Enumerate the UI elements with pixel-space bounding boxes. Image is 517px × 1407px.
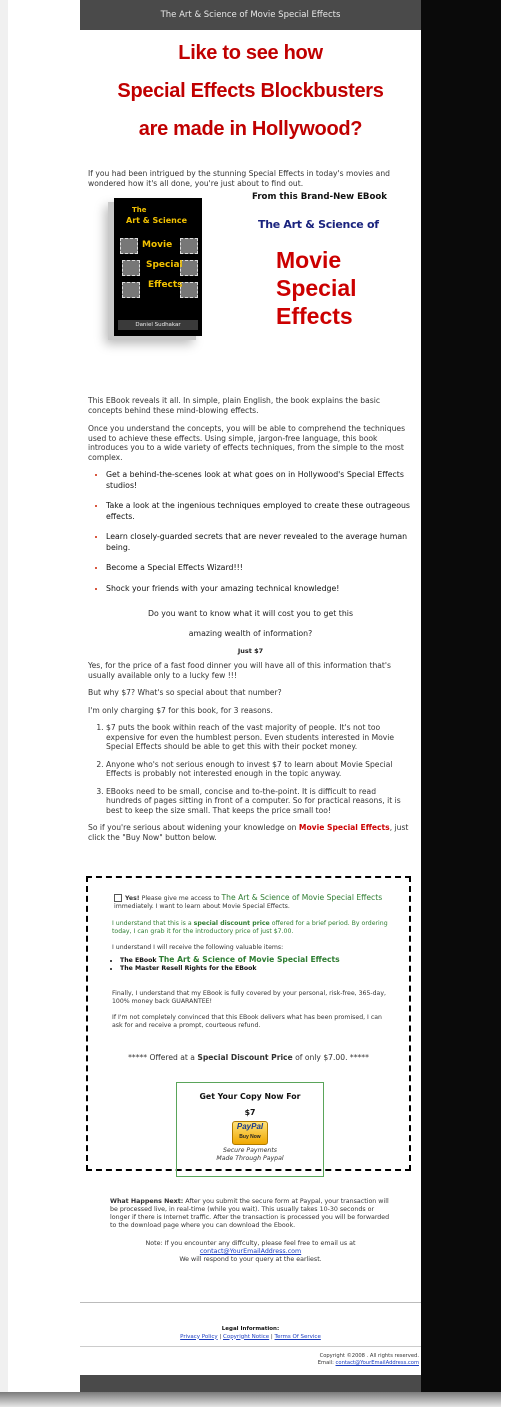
- receive-text: I understand I will receive the following valuable items:: [112, 944, 284, 951]
- film-frame-icon: [122, 260, 140, 276]
- cover-text: Art & Science: [126, 216, 188, 225]
- list-item-text: Shock your friends with your amazing technical knowledge!: [106, 583, 340, 593]
- list-item-text: Take a look at the ingenious techniques employed to create these outrageous effects.: [106, 501, 410, 521]
- page-shadow-left: [0, 0, 8, 1392]
- payment-box-price: $7: [244, 1108, 256, 1117]
- film-frame-icon: [180, 238, 198, 254]
- list-item: [120, 956, 390, 965]
- offer-text: of only $7.00. *****: [292, 1053, 369, 1062]
- film-frame-icon: [120, 238, 138, 254]
- body-paragraph: This EBook reveals it all. In simple, plain English, the book explains the basic concepts behind these mind-blowing effects.: [88, 396, 380, 415]
- window-title: The Art & Science of Movie Special Effects: [80, 0, 421, 30]
- reasons-list: [80, 723, 421, 815]
- cover-text: The: [132, 206, 147, 214]
- ebook-title-line: Movie: [276, 247, 342, 273]
- yes-label: Yes!: [125, 895, 140, 902]
- cta-text: So if you're serious about widening your knowledge on: [88, 823, 299, 832]
- list-item: [106, 501, 421, 522]
- book-section: [80, 188, 421, 380]
- copyright-notice-link[interactable]: Copyright Notice: [222, 1333, 270, 1340]
- paypal-logo-text: PayPal: [236, 1122, 264, 1131]
- ebook-title-line: Special: [276, 275, 357, 301]
- email-label: Email:: [317, 1360, 336, 1366]
- price-paragraph: I'm only charging $7 for this book, for 3 reasons.: [88, 705, 273, 715]
- film-frame-icon: [122, 282, 140, 298]
- copyright-text: Copyright ©2008 . All rights reserved.: [319, 1353, 419, 1359]
- price-question-2: amazing wealth of information?: [188, 629, 313, 638]
- note-text: Note: If you encounter any diffculty, please feel free to email us at: [145, 1240, 356, 1247]
- list-item-text: Become a Special Effects Wizard!!!: [106, 563, 243, 572]
- ebook-cover-image: [114, 198, 202, 336]
- item-prefix: The EBook: [120, 957, 159, 964]
- order-yes-line: [114, 894, 384, 911]
- bottom-bar: [80, 1375, 421, 1392]
- from-label: From this Brand-New EBook: [252, 192, 388, 202]
- guarantee-text: Finally, I understand that my EBook is fully covered by your personal, risk-free, 365-day, 100% money back GUARANTEE!: [112, 990, 386, 1005]
- cover-text: Effects: [148, 280, 183, 290]
- cta-highlight: Movie Special Effects: [298, 823, 390, 832]
- secure-text-2: Made Through Paypal: [216, 1155, 284, 1162]
- discount-text-part: I understand that this is a: [112, 920, 194, 927]
- list-item: [106, 470, 421, 491]
- just-price: Just $7: [237, 647, 264, 655]
- headline-line-1: Like to see how: [178, 42, 323, 64]
- refund-text: If I'm not completely convinced that this EBook delivers what has been promised, I can ask for and receive a prompt, courteous refund.: [112, 1014, 382, 1029]
- checkbox[interactable]: [114, 894, 122, 902]
- order-box: [86, 876, 411, 1171]
- what-happens-next: [80, 1198, 421, 1230]
- film-frame-icon: [180, 282, 198, 298]
- contact-note: [80, 1240, 421, 1264]
- benefits-list: [80, 470, 421, 594]
- cover-text: Movie: [142, 240, 173, 250]
- offer-text: ***** Offered at a: [128, 1053, 198, 1062]
- divider: [80, 1346, 421, 1347]
- yes-text: immediately. I want to learn about Movie Special Effects.: [114, 903, 290, 910]
- list-item-text: Get a behind-the-scenes look at what goes on in Hollywood's Special Effects studios!: [106, 470, 404, 490]
- headline: [80, 34, 421, 148]
- respond-text: We will respond to your query at the earliest.: [179, 1256, 322, 1263]
- price-question-1: Do you want to know what it will cost you to get this: [147, 609, 354, 618]
- list-item: 2. Anyone who's not serious enough to invest $7 to learn about Movie Special Effects is probably not interested enough in the topic anyway.: [106, 760, 411, 779]
- cta-text: , just click the "Buy Now" button below.: [88, 823, 409, 842]
- paypal-buy-now-button[interactable]: [232, 1121, 268, 1145]
- divider: [80, 1302, 421, 1303]
- yes-text: Please give me access to: [139, 895, 222, 902]
- ebook-title-line: Effects: [276, 303, 353, 329]
- separator: |: [269, 1333, 275, 1340]
- list-item-text: Learn closely-guarded secrets that are never revealed to the average human being.: [106, 532, 408, 552]
- footer-email-link[interactable]: contact@YourEmailAddress.com: [335, 1360, 419, 1366]
- body-paragraph: Once you understand the concepts, you will be able to comprehend the techniques used to achieve these effects. Using simple, jargon-free language, this book introduces you to a wide variety of effects techniques, from the simple to the most complex.: [88, 424, 406, 462]
- sales-page: [80, 0, 421, 1392]
- page-shadow-bottom: [0, 1392, 501, 1407]
- payment-box-title: Get Your Copy Now For: [199, 1092, 301, 1101]
- next-text: After you submit the secure form at Paypal, your transaction will be processed live, in real-time (while you wait). This usually takes 10-30 seconds or longer if there is Internet traffic. After the transaction is processed you will be forwarded to the download page where you can download the Ebook.: [110, 1198, 390, 1229]
- list-item: [106, 584, 421, 595]
- items-list: [108, 956, 390, 973]
- offer-line: [88, 1054, 409, 1062]
- list-item: • The Master Resell Rights for the EBook: [120, 965, 390, 973]
- headline-line-2: Special Effects Blockbusters: [117, 80, 384, 102]
- discount-text: [112, 920, 388, 936]
- product-name: The Art & Science of Movie Special Effects: [221, 893, 383, 902]
- item-title: The Art & Science of Movie Special Effects: [158, 955, 340, 964]
- paypal-sub-text: Buy Now: [239, 1134, 261, 1140]
- film-frame-icon: [180, 260, 198, 276]
- discount-bold: special discount price: [193, 920, 270, 927]
- intro-paragraph: If you had been intrigued by the stunning Special Effects in today's movies and wondered how it's all done, you're just about to find out.: [88, 169, 390, 188]
- email-link[interactable]: contact@YourEmailAddress.com: [199, 1248, 302, 1255]
- secure-text-1: Secure Payments: [223, 1147, 277, 1154]
- offer-bold: Special Discount Price: [197, 1053, 293, 1062]
- list-item: 3. EBooks need to be small, concise and to-the-point. It is difficult to read hundreds of pages sitting in front of a computer. So for practical reasons, it is best to keep the size small. That keeps the price small too!: [106, 787, 411, 816]
- list-item: [106, 563, 421, 574]
- payment-box: [176, 1082, 324, 1177]
- discount-text-part: offered for a brief period. By ordering today, I can grab it for the introductory price of just $7.00.: [112, 920, 388, 935]
- copyright-section: [80, 1353, 421, 1367]
- legal-section: [80, 1326, 421, 1341]
- next-label: What Happens Next:: [110, 1198, 184, 1205]
- cta-paragraph: [80, 823, 421, 842]
- page-shadow-right: [421, 0, 501, 1392]
- legal-title: Legal Information:: [221, 1326, 280, 1332]
- terms-of-service-link[interactable]: Terms Of Service: [274, 1333, 321, 1340]
- separator: |: [217, 1333, 223, 1340]
- cover-author: Daniel Sudhakar: [118, 320, 198, 330]
- list-item: 1. $7 puts the book within reach of the vast majority of people. It's not too expensive for even the humblest person. Even students interested in Movie Special Effects should be able to get this with their pocket money.: [106, 723, 411, 752]
- headline-line-3: are made in Hollywood?: [138, 118, 363, 140]
- price-paragraph: But why $7? What's so special about that number?: [88, 688, 282, 697]
- ebook-title: [276, 246, 357, 330]
- price-paragraph: Yes, for the price of a fast food dinner you will have all of this information that's usually available only to a lucky few !!!: [88, 661, 391, 680]
- privacy-policy-link[interactable]: Privacy Policy: [180, 1333, 218, 1340]
- cover-text: Special: [146, 260, 183, 270]
- list-item: [106, 532, 421, 553]
- ebook-subtitle: The Art & Science of: [258, 218, 379, 231]
